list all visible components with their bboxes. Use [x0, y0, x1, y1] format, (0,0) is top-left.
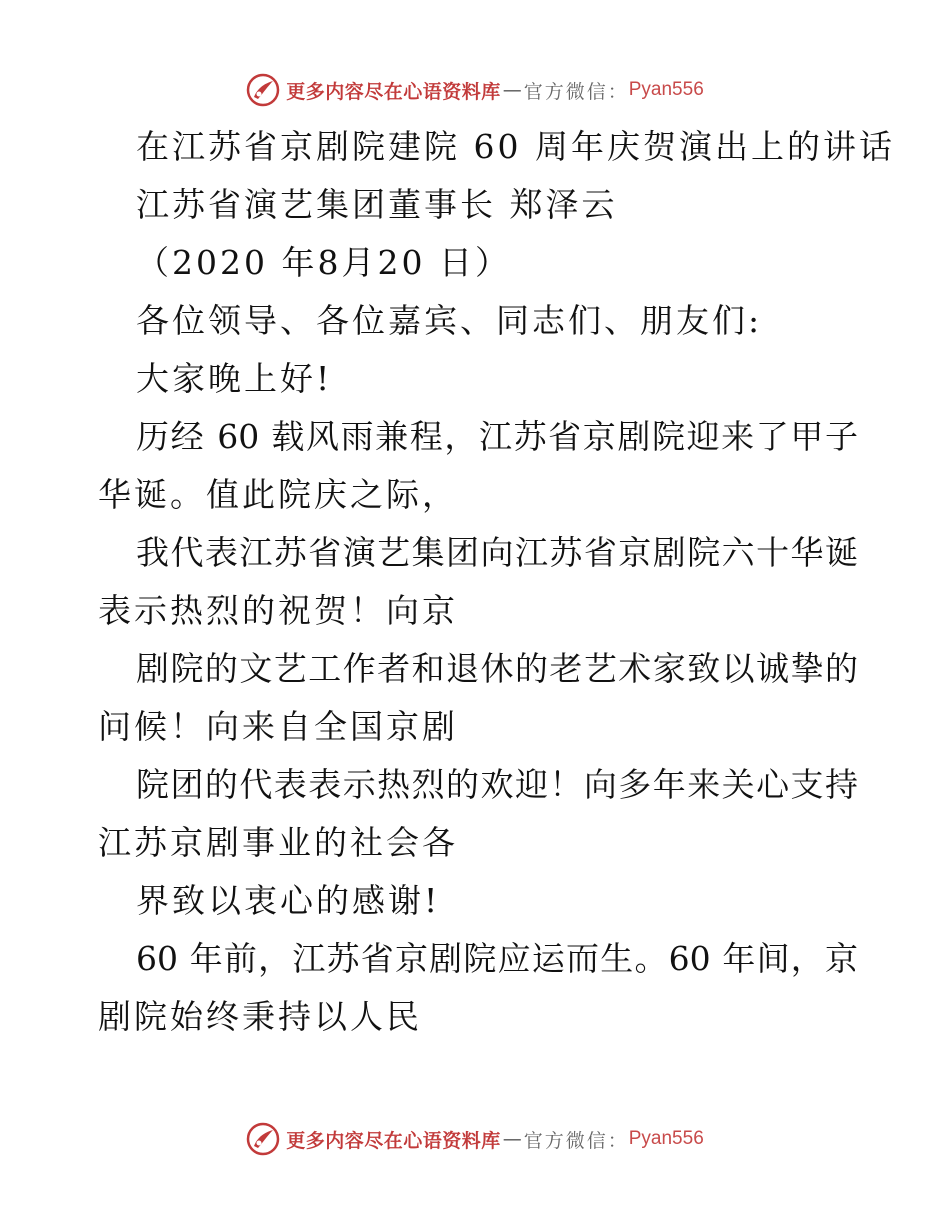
- logo-icon: [246, 1122, 280, 1156]
- salutation: 各位领导、各位嘉宾、同志们、朋友们:: [136, 301, 763, 340]
- watermark-separator: —: [502, 1128, 522, 1150]
- paragraph-line: 问候！向来自全国京剧: [98, 707, 458, 746]
- paragraph-line: 60 年前，江苏省京剧院应运而生。60 年间，京: [136, 939, 858, 978]
- paragraph-line: 我代表江苏省演艺集团向江苏省京剧院六十华诞: [136, 533, 858, 572]
- date-line: （2020 年8月20 日）: [136, 243, 511, 282]
- paragraph-line: 表示热烈的祝贺！向京: [98, 591, 458, 630]
- watermark-wechat-id: Pyan556: [628, 1128, 704, 1149]
- document-body: [98, 118, 895, 1046]
- watermark-header: [0, 70, 950, 110]
- watermark-footer: [0, 1119, 950, 1159]
- watermark-wechat-id: Pyan556: [628, 79, 704, 100]
- paragraph-line: 界致以衷心的感谢!: [136, 881, 441, 920]
- paragraph-line: 江苏京剧事业的社会各: [98, 823, 458, 862]
- paragraph-line: 剧院的文艺工作者和退休的老艺术家致以诚挚的: [136, 649, 858, 688]
- watermark-brand: 更多内容尽在心语资料库: [286, 80, 501, 103]
- watermark-wechat-label: 官方微信：: [523, 80, 629, 103]
- watermark-wechat-label: 官方微信：: [523, 1129, 629, 1152]
- watermark-separator: —: [502, 79, 522, 101]
- paragraph-line: 历经 60 载风雨兼程，江苏省京剧院迎来了甲子: [136, 417, 858, 456]
- greeting: 大家晚上好!: [136, 359, 333, 398]
- watermark-brand: 更多内容尽在心语资料库: [286, 1129, 501, 1152]
- speaker-line: 江苏省演艺集团董事长 郑泽云: [136, 185, 618, 224]
- paragraph-line: 剧院始终秉持以人民: [98, 997, 422, 1036]
- speech-title: 在江苏省京剧院建院 60 周年庆贺演出上的讲话: [136, 127, 895, 166]
- paragraph-line: 院团的代表表示热烈的欢迎！向多年来关心支持: [136, 765, 858, 804]
- logo-icon: [246, 73, 280, 107]
- paragraph-line: 华诞。值此院庆之际，: [98, 475, 458, 514]
